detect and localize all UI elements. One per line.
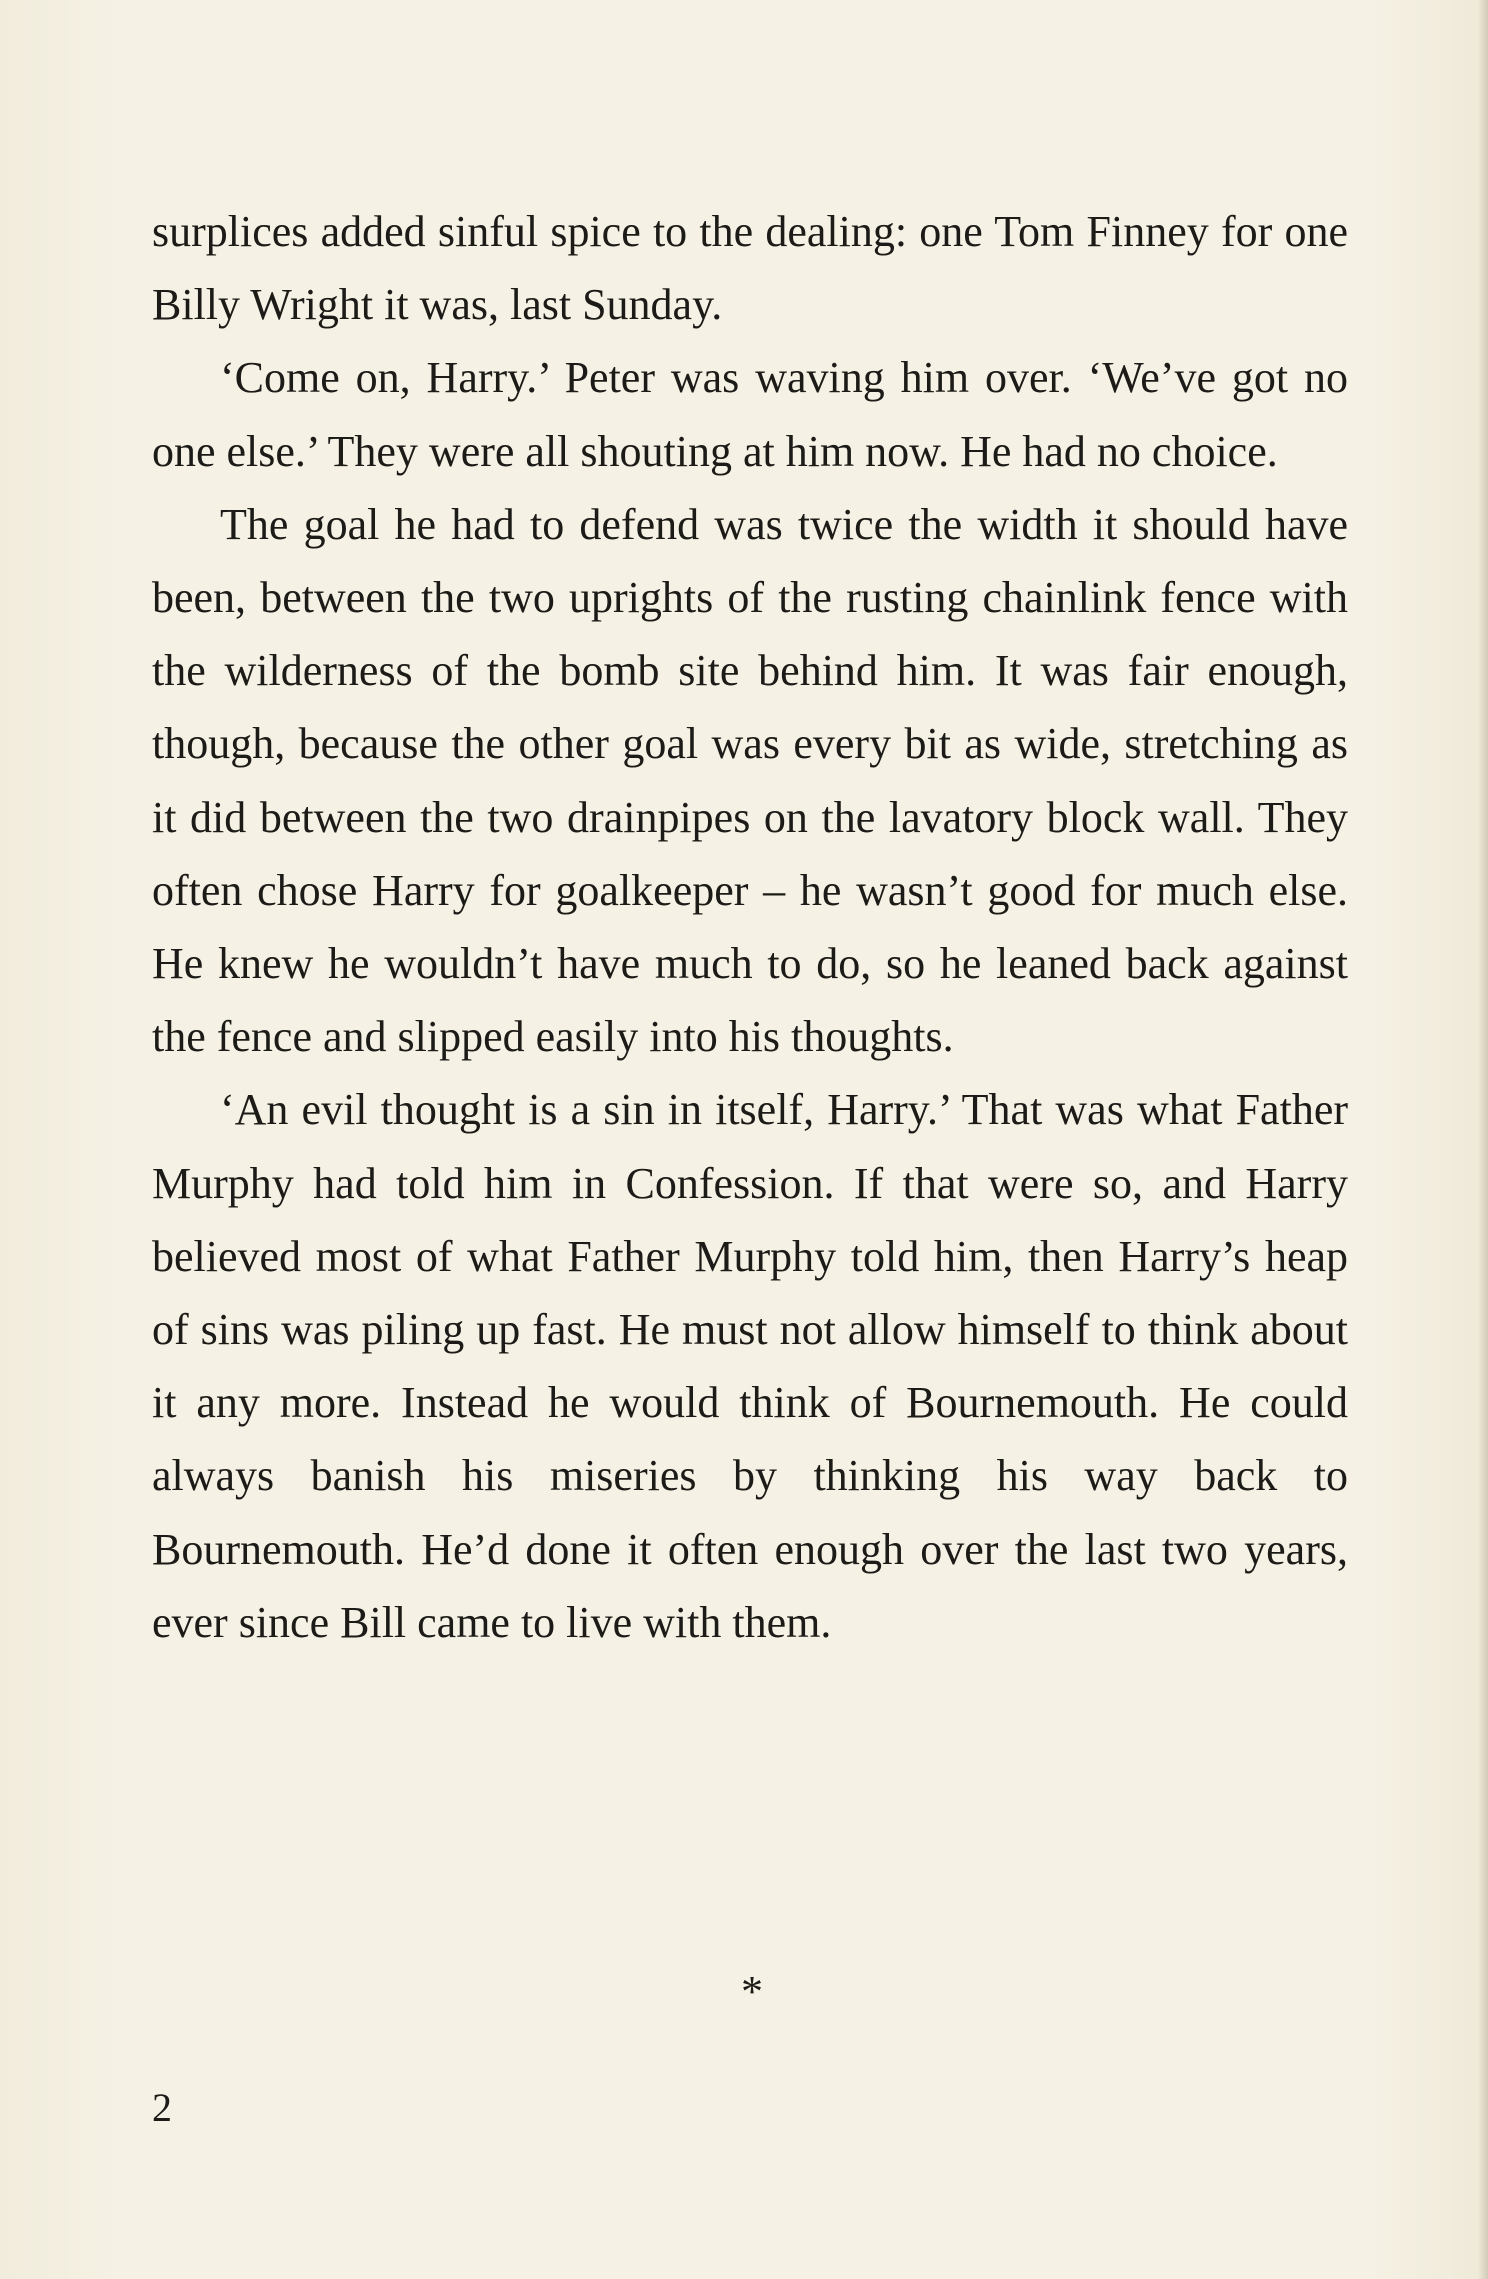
paragraph-evil-thought: ‘An evil thought is a sin in itself, Harry.’ That was what Father Murphy had told him in Confession. If that were so, and Harry believed most of what Father Murphy told him, then Harry’s heap of sins was piling up fast. He must not allow himself to think about it any more. Instead he would think of Bournemouth. He could always banish his miseries by thinking his way back to Bournemouth. He’d done it often enough over the last two years, ever since Bill came to live with them. xyxy=(152,1085,1348,1647)
paragraph-goal: The goal he had to defend was twice the width it should have been, between the two uprights of the rusting chainlink fence with the wilderness of the bomb site behind him. It was fair enough, though, because the other goal was every bit as wide, stretching as it did between the two drainpipes on the lavatory block wall. They often chose Harry for goalkeeper – he wasn’t good for much else. He knew he wouldn’t have much to do, so he leaned back against the fence and slipped easily into his thoughts. xyxy=(152,499,1348,1062)
paragraph-continued: surplices added sinful spice to the dealing: one Tom Finney for one Billy Wright it was, last Sunday. xyxy=(152,207,1348,330)
paragraph-come-on-harry: ‘Come on, Harry.’ Peter was waving him over. ‘We’ve got no one else.’ They were all shouting at him now. He had no choice. xyxy=(152,353,1348,476)
page-number: 2 xyxy=(152,2085,172,2130)
section-break-asterisk: * xyxy=(741,1967,763,2016)
body-text xyxy=(152,195,1348,1659)
page-edge-shadow xyxy=(1478,0,1488,2279)
